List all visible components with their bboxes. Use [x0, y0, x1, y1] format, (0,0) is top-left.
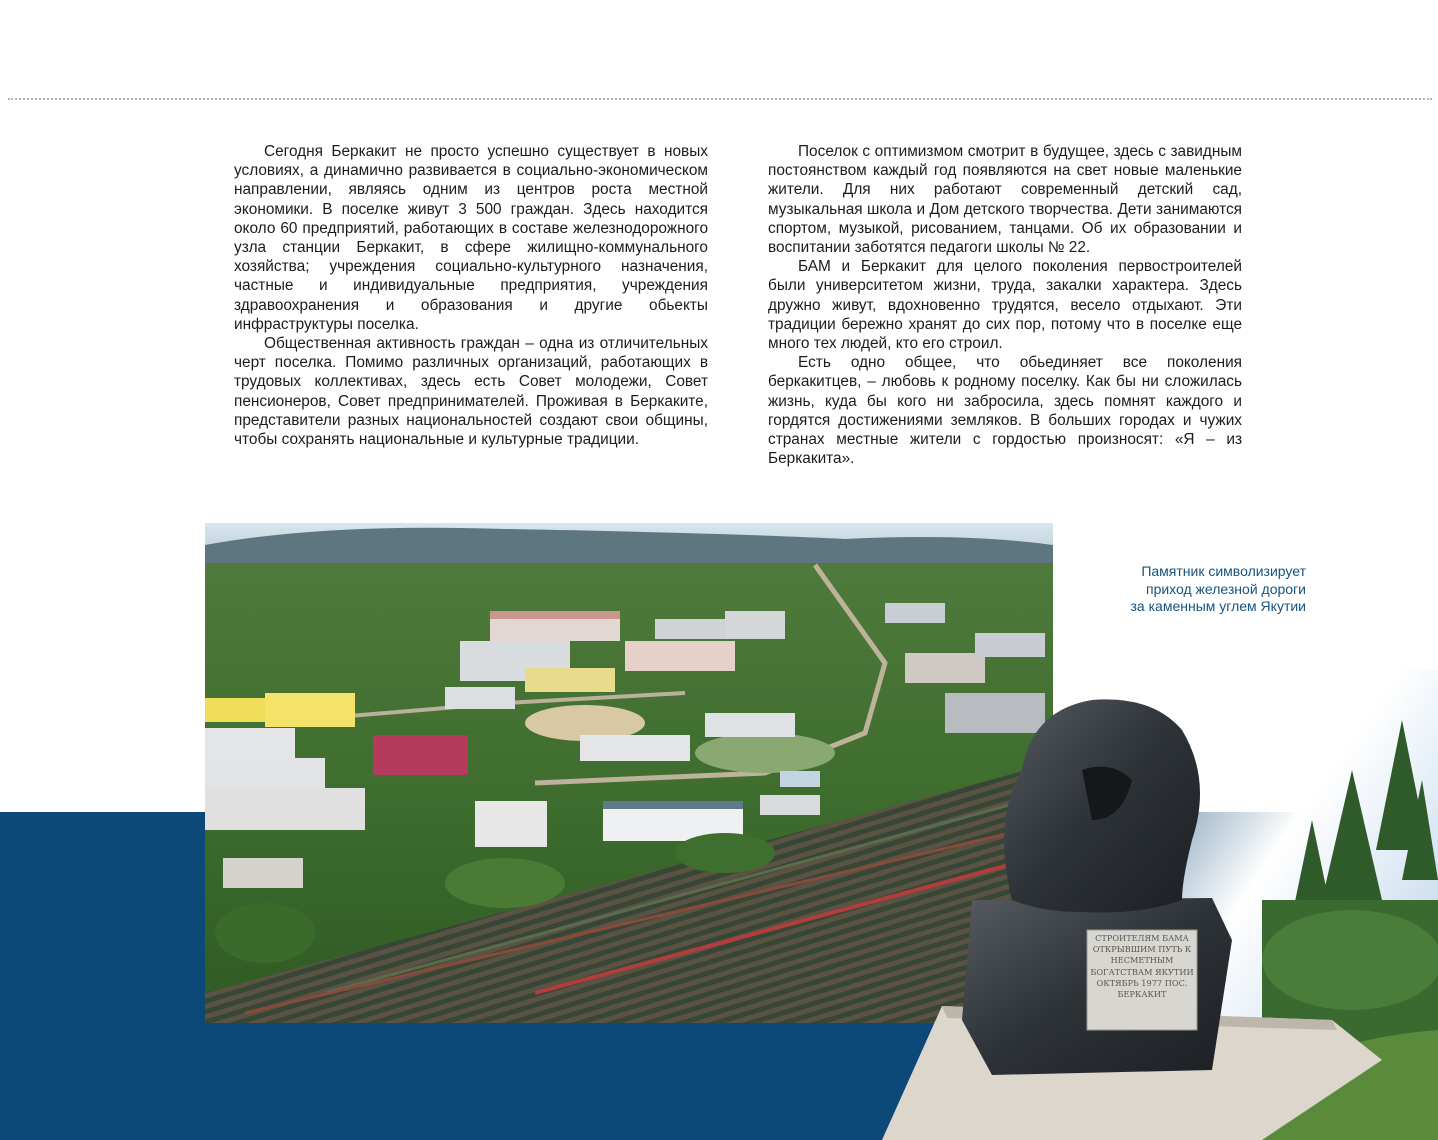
caption-line: за каменным углем Якутии	[1130, 598, 1306, 614]
paragraph: Поселок с оптимизмом смотрит в будущее, здесь с завидным постоянством каждый год появляются на свет новые маленькие жители. Для них работают современный детский сад, музыкальная школа и Дом детского творчества. Дети занимаются спортом, музыкой, рисованием, танцами. Об их образовании и воспитании заботятся педагоги школы № 22.	[768, 143, 1242, 257]
monument-plaque	[1087, 930, 1197, 1030]
article-column-right	[768, 142, 1242, 468]
article-column-left	[234, 142, 708, 449]
caption-line: Памятник символизирует	[1141, 563, 1306, 579]
plaque-text: СТРОИТЕЛЯМ БАМА ОТКРЫВШИМ ПУТЬ К НЕСМЕТНЫМ БОГАТСТВАМ ЯКУТИИ ОКТЯБРЬ 1977 ПОС. БЕРКАКИТ	[1090, 933, 1194, 1000]
monument-caption	[1066, 563, 1306, 616]
paragraph: Общественная активность граждан – одна из отличительных черт поселка. Помимо различных организаций, работающих в трудовых коллективах, здесь есть Совет молодежи, Совет пенсионеров, Совет предпринимателей. Проживая в Беркаките, представители разных национальностей создают свои общины, чтобы сохранять национальные и культурные традиции.	[234, 335, 708, 449]
paragraph: Есть одно общее, что обьединяет все поколения беркакитцев, – любовь к родному поселку. Как бы ни сложилась жизнь, куда бы кого ни забросила, здесь помнят каждого и гордятся достижениями земляков. В больших городах и чужих странах местные жители с гордостью произносят: «Я – из Беркакита».	[768, 354, 1242, 468]
paragraph: БАМ и Беркакит для целого поколения первостроителей были университетом жизни, труда, закалки характера. Здесь дружно живут, вдохновенно трудятся, весело отдыхают. Эти традиции бережно хранят до сих пор, потому что в поселке еще много тех людей, кто его строил.	[768, 258, 1242, 353]
dotted-divider	[8, 98, 1432, 100]
paragraph: Сегодня Беркакит не просто успешно существует в новых условиях, а динамично развивается в социально-экономическом направлении, являясь одним из центров роста местной экономики. В поселке живут 3 500 граждан. Здесь находится около 60 предприятий, работающих в составе железнодорожного узла станции Беркакит, в сфере жилищно-коммунального хозяйства; учреждения социально-культурного назначения, частные и индивидуальные предприятия, учреждения здравоохранения и образования и другие обьекты инфраструктуры поселка.	[234, 143, 708, 333]
caption-line: приход железной дороги	[1145, 580, 1306, 597]
